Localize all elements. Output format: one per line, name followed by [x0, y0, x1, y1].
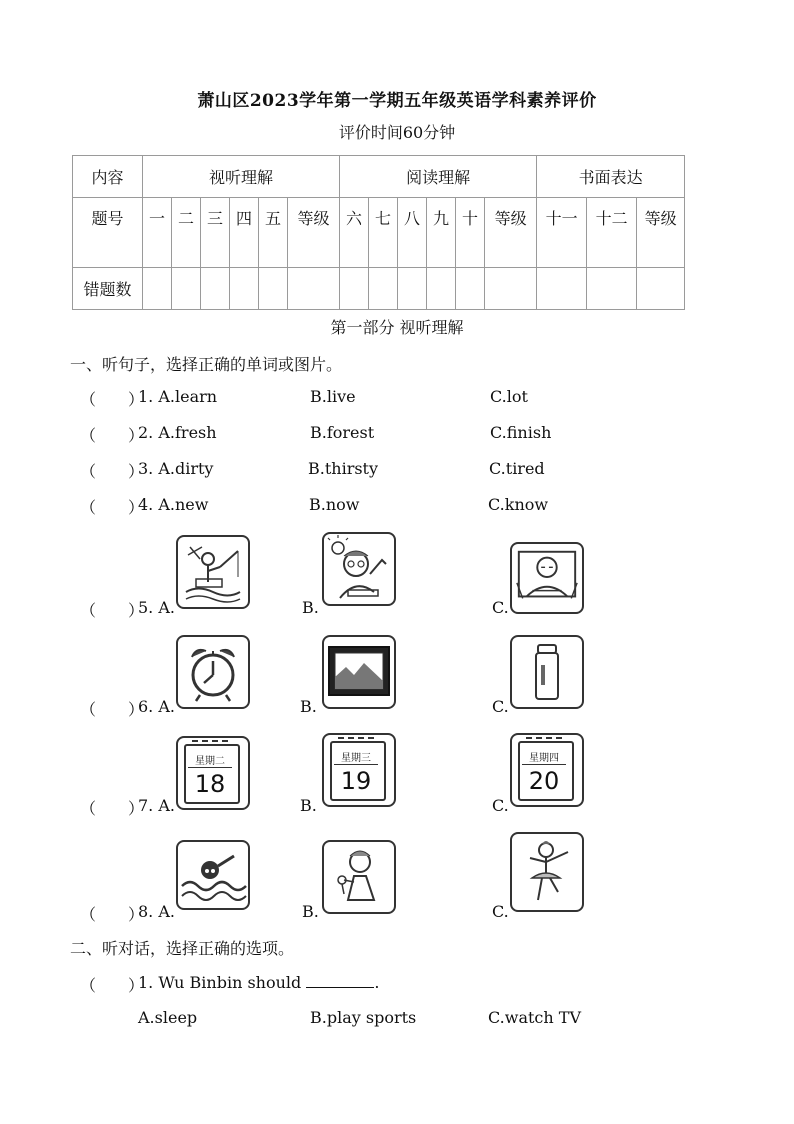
- calendar-day: 星期二: [188, 752, 232, 768]
- error-cell[interactable]: [637, 268, 685, 310]
- picture-question-row: [80, 535, 780, 620]
- option-b: B.play sports: [310, 1008, 417, 1027]
- question-stem: [138, 973, 379, 992]
- cell-q1: 一: [143, 198, 172, 268]
- question-row: [80, 387, 780, 411]
- calendar-day: 星期四: [522, 749, 566, 765]
- cell-grade-2: 等级: [485, 198, 537, 268]
- error-cell[interactable]: [259, 268, 288, 310]
- section-heading: 二、听对话，选择正确的选项。: [70, 939, 295, 958]
- stem-end: .: [374, 973, 380, 992]
- question-row: [80, 459, 780, 483]
- student-idea-icon[interactable]: [322, 532, 396, 606]
- cell-q2: 二: [172, 198, 201, 268]
- group-writing: 书面表达: [537, 156, 685, 198]
- group-reading: 阅读理解: [340, 156, 537, 198]
- section-heading: 一、听句子，选择正确的单词或图片。: [70, 355, 343, 374]
- error-cell[interactable]: [369, 268, 398, 310]
- cell-grade-3: 等级: [637, 198, 685, 268]
- exam-time: 评价时间60分钟: [338, 123, 456, 142]
- option-b-label: B.: [302, 598, 319, 617]
- alarm-clock-icon[interactable]: [176, 635, 250, 709]
- cell-q4: 四: [230, 198, 259, 268]
- score-table: [72, 155, 685, 310]
- picture-question-row: [80, 635, 780, 717]
- error-cell[interactable]: [537, 268, 587, 310]
- cell-q10: 十: [456, 198, 485, 268]
- error-cell[interactable]: [201, 268, 230, 310]
- stem-text: 1. Wu Binbin should: [138, 973, 302, 992]
- tv-screen-icon[interactable]: [322, 635, 396, 709]
- error-cell[interactable]: [288, 268, 340, 310]
- cell-q11: 十一: [537, 198, 587, 268]
- swimming-icon[interactable]: [176, 840, 250, 910]
- option-b-label: B.: [300, 796, 317, 815]
- option-a: 1. A.learn: [138, 387, 218, 406]
- answer-bracket[interactable]: （ ）: [80, 390, 145, 409]
- error-cell[interactable]: [398, 268, 427, 310]
- options-row: [138, 1008, 794, 1032]
- cell-q5: 五: [259, 198, 288, 268]
- picture-question-row: [80, 733, 780, 818]
- row-label-content: 内容: [73, 156, 143, 198]
- option-a-label: 7. A.: [138, 796, 175, 815]
- question-row: [80, 423, 780, 447]
- answer-bracket[interactable]: （ ）: [80, 462, 145, 481]
- group-listening: 视听理解: [143, 156, 340, 198]
- option-b: B.live: [310, 387, 356, 406]
- part-title: 第一部分 视听理解: [330, 318, 464, 337]
- option-a-label: 8. A.: [138, 902, 175, 921]
- option-b-label: B.: [302, 902, 319, 921]
- grandpa-portrait-icon[interactable]: [510, 542, 584, 614]
- cell-q6: 六: [340, 198, 369, 268]
- option-c: C.watch TV: [488, 1008, 581, 1027]
- option-b: B.forest: [310, 423, 375, 442]
- option-a-label: 6. A.: [138, 697, 175, 716]
- calendar-date: 19: [340, 767, 372, 795]
- option-c-label: C.: [492, 598, 509, 617]
- error-cell[interactable]: [172, 268, 201, 310]
- answer-bracket[interactable]: （ ）: [80, 799, 145, 818]
- singing-girl-icon[interactable]: [322, 840, 396, 914]
- calendar-icon[interactable]: [510, 733, 584, 807]
- option-c: C.lot: [490, 387, 528, 406]
- fishing-scene-icon[interactable]: [176, 535, 250, 609]
- ballet-dancer-icon[interactable]: [510, 832, 584, 912]
- cell-q3: 三: [201, 198, 230, 268]
- thermos-bottle-icon[interactable]: [510, 635, 584, 709]
- answer-bracket[interactable]: （ ）: [80, 426, 145, 445]
- error-cell[interactable]: [456, 268, 485, 310]
- answer-bracket[interactable]: （ ）: [80, 905, 145, 924]
- cell-q8: 八: [398, 198, 427, 268]
- answer-blank[interactable]: [306, 973, 374, 988]
- question-row: [80, 973, 780, 997]
- error-cell[interactable]: [587, 268, 637, 310]
- question-row: [80, 495, 780, 519]
- option-a-label: 5. A.: [138, 598, 175, 617]
- error-cell[interactable]: [427, 268, 456, 310]
- option-a: 4. A.new: [138, 495, 209, 514]
- option-b: B.thirsty: [308, 459, 379, 478]
- calendar-icon[interactable]: [322, 733, 396, 807]
- calendar-date: 18: [194, 770, 226, 798]
- error-cell[interactable]: [340, 268, 369, 310]
- cell-grade-1: 等级: [288, 198, 340, 268]
- exam-title: 萧山区2023学年第一学期五年级英语学科素养评价: [197, 91, 597, 111]
- option-b: B.now: [309, 495, 360, 514]
- cell-q7: 七: [369, 198, 398, 268]
- option-a: 3. A.dirty: [138, 459, 214, 478]
- option-a: A.sleep: [138, 1008, 198, 1027]
- error-cell[interactable]: [143, 268, 172, 310]
- error-cell[interactable]: [485, 268, 537, 310]
- option-c: C.finish: [490, 423, 552, 442]
- cell-q9: 九: [427, 198, 456, 268]
- option-c-label: C.: [492, 902, 509, 921]
- option-c-label: C.: [492, 796, 509, 815]
- cell-q12: 十二: [587, 198, 637, 268]
- option-a: 2. A.fresh: [138, 423, 217, 442]
- error-cell[interactable]: [230, 268, 259, 310]
- answer-bracket[interactable]: （ ）: [80, 601, 145, 620]
- answer-bracket[interactable]: （ ）: [80, 976, 145, 995]
- answer-bracket[interactable]: （ ）: [80, 498, 145, 517]
- calendar-icon[interactable]: [176, 736, 250, 810]
- calendar-date: 20: [528, 767, 560, 795]
- row-label-number: 题号: [73, 198, 143, 268]
- picture-question-row: [80, 832, 780, 922]
- calendar-day: 星期三: [334, 749, 378, 765]
- option-b-label: B.: [300, 697, 317, 716]
- option-c-label: C.: [492, 697, 509, 716]
- option-c: C.know: [488, 495, 549, 514]
- option-c: C.tired: [489, 459, 545, 478]
- answer-bracket[interactable]: （ ）: [80, 700, 145, 719]
- row-label-errors: 错题数: [73, 268, 143, 310]
